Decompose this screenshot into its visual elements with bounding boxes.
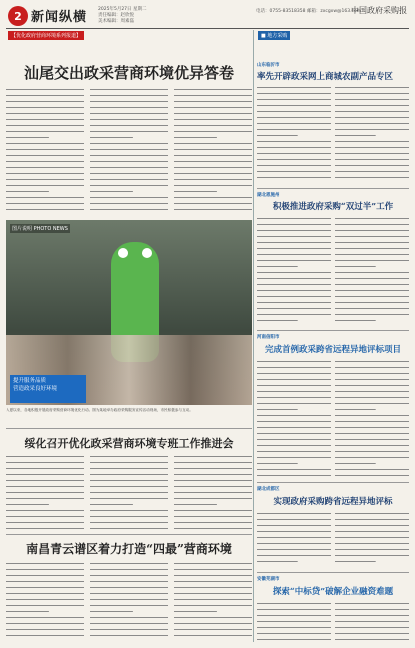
main-article-body-col2 (90, 86, 168, 216)
article3-title: 南昌青云谱区着力打造“四最”营商环境 (26, 542, 232, 556)
body-text-line (257, 174, 331, 180)
photo-highlight-box (10, 375, 86, 403)
header-meta-editor: 责任编辑：赵欣悦 (98, 13, 134, 18)
right-article4-title: 实现政府采购跨省远程异地评标 (273, 497, 393, 507)
body-text-line (335, 317, 409, 323)
left-column (6, 40, 252, 644)
column-tag: ■ 地方采购 (258, 31, 290, 40)
news-photo (6, 220, 252, 405)
header-meta-date: 2025年5月27日 星期二 (98, 7, 147, 12)
article3-body-col1 (6, 560, 84, 642)
right-article1-region: 山东临沂市 (257, 63, 280, 68)
header-rule (6, 28, 409, 29)
right-article3-body-col2 (335, 358, 409, 478)
right-article3-region: 河南信阳市 (257, 335, 280, 340)
right-article4-region: 湖北成都区 (257, 487, 280, 492)
mascot-eye-left (118, 248, 128, 258)
main-article-body-col3 (174, 86, 252, 216)
main-article-body-col1 (6, 86, 84, 216)
right-article4-body-col1 (257, 510, 331, 568)
body-text-line (257, 472, 331, 478)
header-contact: 电话：0755-83518358 邮箱：zxcgxw@163.com (256, 9, 362, 14)
main-article-title: 汕尾交出政采营商环境优异答卷 (23, 64, 234, 82)
body-text-line (257, 636, 331, 642)
right-article5-body-col2 (335, 600, 409, 642)
article2-body-col1 (6, 453, 84, 531)
right-article2-region: 湖北恩施州 (257, 193, 280, 198)
body-text-line (174, 632, 252, 638)
right-column (257, 40, 409, 644)
right-article5-region: 安徽芜湖市 (257, 577, 280, 582)
body-text-line (335, 472, 409, 478)
right-article5-body-col1 (257, 600, 331, 642)
body-text-line (335, 558, 409, 564)
right-article2-body-col1 (257, 215, 331, 325)
right-article3-title: 完成首例政采跨省远程异地评标项目 (264, 345, 401, 355)
photo-label: 图片说明 PHOTO NEWS (12, 226, 68, 232)
body-text-line (90, 206, 168, 212)
right-separator-3 (257, 482, 409, 483)
photo-caption: 入夏以来，各地积极开展政府采购营商环境优化行动。图为某地举办政府采购服务宣传活动现场，市民积极参与互动。 (6, 408, 193, 412)
body-text-line (257, 558, 331, 564)
body-text-line (6, 632, 84, 638)
right-article1-body-col2 (335, 84, 409, 184)
body-text-line (90, 525, 168, 531)
body-text-line (6, 525, 84, 531)
article2-title: 绥化召开优化政采营商环境专班工作推进会 (24, 437, 234, 450)
header-meta (98, 7, 146, 25)
article3-body-col2 (90, 560, 168, 642)
article-separator-1 (6, 428, 252, 429)
body-text-line (6, 206, 84, 212)
section-title: 新闻纵横 (31, 10, 88, 25)
mascot-eye-right (142, 248, 152, 258)
right-article1-title: 率先开辟政采网上商城农副产品专区 (257, 72, 394, 82)
body-text-line (174, 525, 252, 531)
right-article5-title: 探索“中标贷”破解企业融资难题 (272, 587, 394, 597)
newspaper-brand: 中国政府采购报 (351, 6, 407, 15)
page-header (0, 0, 415, 44)
body-text-line (174, 206, 252, 212)
body-text-line (335, 174, 409, 180)
body-text-line (335, 636, 409, 642)
right-article4-body-col2 (335, 510, 409, 568)
article-separator-2 (6, 534, 252, 535)
article2-body-col2 (90, 453, 168, 531)
right-separator-1 (257, 188, 409, 189)
article2-body-col3 (174, 453, 252, 531)
photo-highlight-line1: 提升服务品质 (13, 378, 47, 384)
body-text-line (257, 317, 331, 323)
right-separator-2 (257, 330, 409, 331)
column-divider (253, 30, 254, 642)
body-text-line (90, 632, 168, 638)
page-number-badge: 2 (8, 6, 28, 26)
article3-body-col3 (174, 560, 252, 642)
right-article2-body-col2 (335, 215, 409, 325)
photo-highlight-line2: 营造政采良好环境 (13, 386, 58, 392)
header-meta-designer: 美术编辑：周素磊 (98, 19, 134, 24)
right-separator-4 (257, 572, 409, 573)
right-article2-title: 积极推进政府采购“双过半”工作 (272, 202, 394, 212)
series-tag: 【优化政府营商环境系列报道】 (8, 31, 84, 40)
right-article1-body-col1 (257, 84, 331, 184)
right-article3-body-col1 (257, 358, 331, 478)
